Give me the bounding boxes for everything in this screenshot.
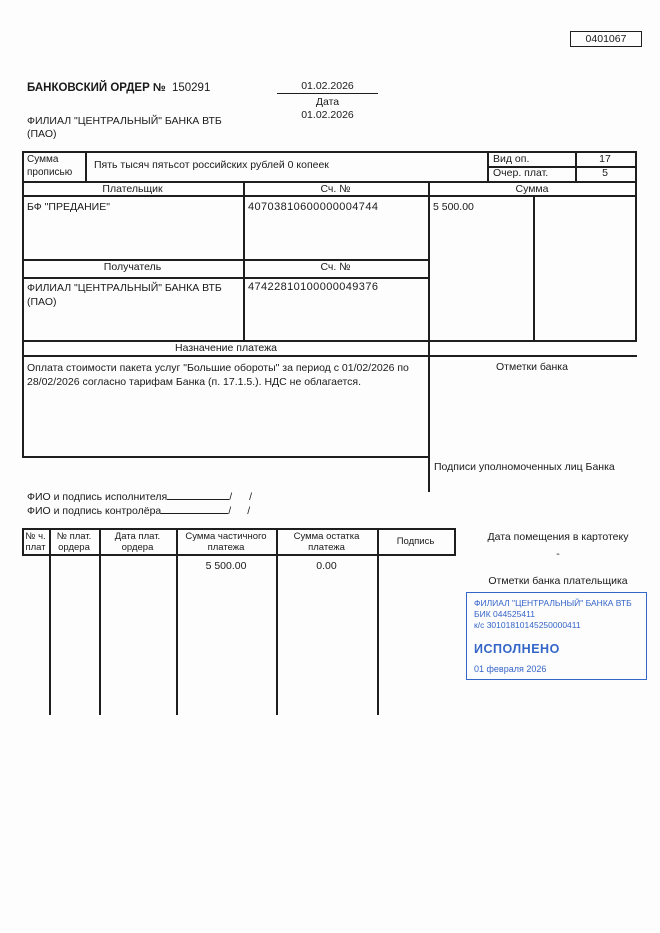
slash-separator: / bbox=[249, 491, 253, 503]
border-line bbox=[22, 277, 430, 279]
border-line bbox=[22, 355, 637, 357]
card-file-label: Дата помещения в картотеку bbox=[487, 531, 629, 543]
pt-header-partial-amount: Сумма частичного платежа bbox=[185, 530, 267, 553]
payer-account-number: 40703810600000004744 bbox=[248, 201, 379, 213]
payer-section-label: Плательщик bbox=[102, 183, 163, 195]
bank-execution-stamp bbox=[466, 592, 647, 680]
border-line bbox=[276, 528, 278, 715]
executor-label: ФИО и подпись исполнителя bbox=[27, 491, 168, 503]
stamp-bank-name: ФИЛИАЛ "ЦЕНТРАЛЬНЫЙ" БАНКА ВТБ bbox=[474, 598, 632, 608]
border-line bbox=[377, 528, 379, 715]
border-line bbox=[487, 151, 489, 181]
border-line bbox=[428, 181, 430, 492]
payee-section-label: Получатель bbox=[103, 261, 162, 273]
payer-name: БФ "ПРЕДАНИЕ" bbox=[27, 201, 110, 213]
amount-words-label: Сумма прописью bbox=[27, 154, 73, 178]
slash-separator: / bbox=[229, 491, 233, 503]
border-line bbox=[99, 528, 101, 715]
bank-signatures-label: Подписи уполномоченных лиц Банка bbox=[434, 461, 615, 473]
form-code-box bbox=[570, 31, 642, 47]
issuer-bank-name: ФИЛИАЛ "ЦЕНТРАЛЬНЫЙ" БАНКА ВТБ bbox=[27, 115, 222, 127]
stamp-date: 01 февраля 2026 bbox=[474, 664, 547, 674]
pt-header-partial-number: № ч. плат bbox=[25, 530, 46, 553]
payee-account-label: Сч. № bbox=[320, 261, 351, 273]
op-type-value: 17 bbox=[599, 153, 611, 165]
pt-partial-amount-value: 5 500.00 bbox=[205, 560, 247, 572]
bank-marks-label: Отметки банка bbox=[496, 361, 568, 373]
controller-signature-row bbox=[27, 503, 250, 518]
border-line bbox=[22, 554, 456, 556]
controller-label: ФИО и подпись контролёра bbox=[27, 505, 162, 517]
date-block bbox=[277, 80, 378, 121]
amount-in-words: Пять тысяч пятьсот российских рублей 0 копеек bbox=[94, 159, 329, 171]
amount-value: 5 500.00 bbox=[433, 201, 474, 213]
issuer-bank-name-2: (ПАО) bbox=[27, 128, 57, 140]
pt-header-order-number: № плат. ордера bbox=[56, 530, 92, 553]
border-line bbox=[49, 528, 51, 715]
stamp-corr-account: к/с 30101810145250000411 bbox=[474, 620, 581, 630]
slash-separator: / bbox=[247, 505, 251, 517]
document-title bbox=[27, 82, 210, 95]
card-file-value: - bbox=[556, 548, 560, 560]
pt-header-order-date: Дата плат. ордера bbox=[114, 530, 161, 553]
border-line bbox=[635, 151, 637, 341]
stamp-bik: БИК 044525411 bbox=[474, 609, 535, 619]
border-line bbox=[176, 528, 178, 715]
signature-underline bbox=[167, 489, 229, 500]
border-line bbox=[22, 151, 24, 458]
signature-underline bbox=[161, 503, 228, 514]
purpose-section-label: Назначение платежа bbox=[175, 342, 277, 354]
border-line bbox=[85, 151, 87, 181]
payer-account-label: Сч. № bbox=[320, 183, 351, 195]
border-line bbox=[22, 151, 637, 153]
title-label: БАНКОВСКИЙ ОРДЕР № bbox=[27, 82, 166, 94]
stamp-status: ИСПОЛНЕНО bbox=[474, 642, 560, 656]
border-line bbox=[454, 528, 456, 555]
pt-remainder-amount-value: 0.00 bbox=[316, 560, 337, 572]
form-code: 0401067 bbox=[585, 33, 627, 45]
executor-signature-row bbox=[27, 489, 252, 504]
date-label: Дата bbox=[315, 96, 340, 108]
pt-header-remainder-amount: Сумма остатка платежа bbox=[293, 530, 360, 553]
date-value: 01.02.2026 bbox=[277, 80, 378, 94]
sum-column-label: Сумма bbox=[515, 183, 549, 195]
op-type-label: Вид оп. bbox=[493, 153, 530, 165]
order-number: 150291 bbox=[171, 82, 211, 94]
date-value-2: 01.02.2026 bbox=[301, 109, 354, 121]
slash-separator: / bbox=[228, 505, 232, 517]
border-line bbox=[22, 456, 430, 458]
purpose-text: Оплата стоимости пакета услуг "Большие обороты" за период с 01/02/2026 по 28/02/2026 согласно тарифам Банка (п. 17.1.5.). НДС не облагается. bbox=[27, 362, 409, 388]
priority-value: 5 bbox=[602, 167, 608, 179]
payee-account-number: 47422810100000049376 bbox=[248, 281, 379, 293]
payer-bank-marks-label: Отметки банка плательщика bbox=[488, 575, 628, 587]
priority-label: Очер. плат. bbox=[493, 167, 549, 179]
border-line bbox=[533, 195, 535, 341]
payee-name: ФИЛИАЛ "ЦЕНТРАЛЬНЫЙ" БАНКА ВТБ (ПАО) bbox=[27, 282, 222, 308]
pt-header-signature: Подпись bbox=[396, 536, 435, 547]
